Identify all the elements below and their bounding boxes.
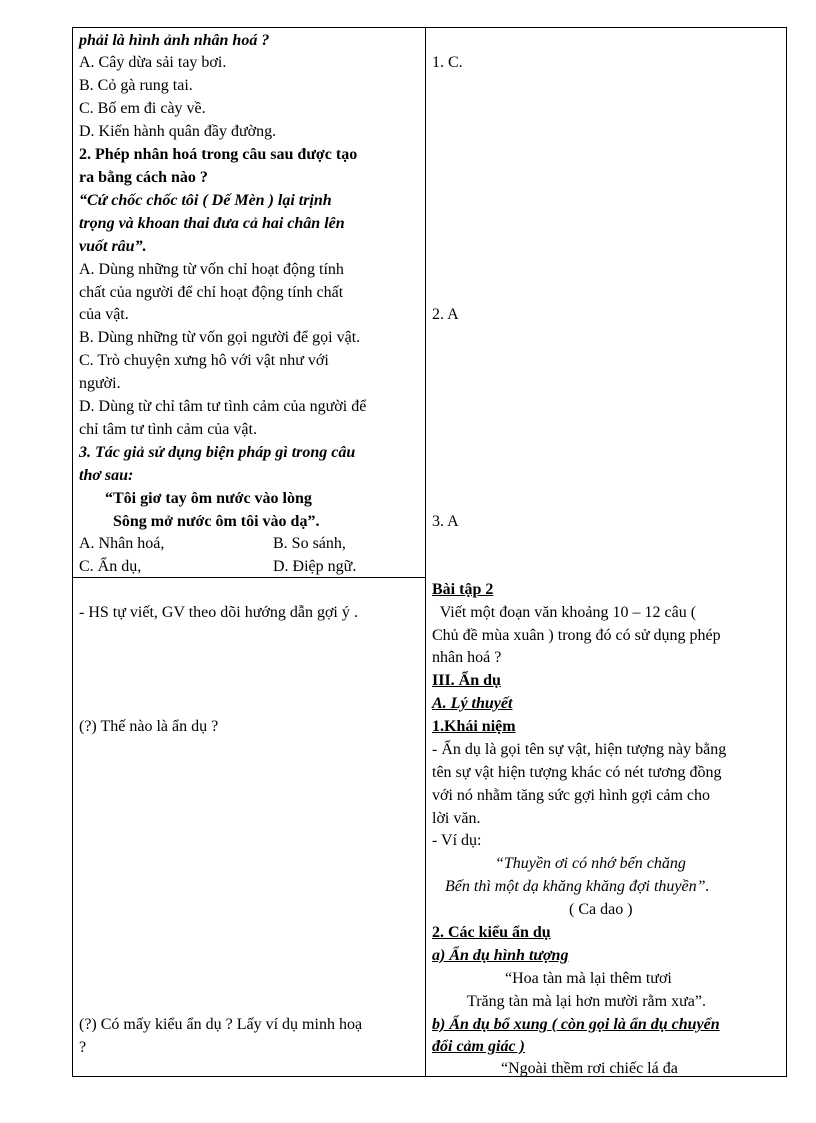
q3-poem-line: Sông mở nước ôm tôi vào dạ”. (113, 513, 320, 530)
q2-option-line: B. Dùng những từ vốn gọi người để gọi vật. (79, 329, 361, 346)
q3-option-a: A. Nhân hoá, (79, 535, 165, 552)
q2-option-line: của vật. (79, 306, 129, 323)
q2-quote-line: vuốt râu”. (79, 238, 147, 255)
question-types: (?) Có mấy kiểu ẩn dụ ? Lấy ví dụ minh hoạ (79, 1016, 363, 1033)
exercise-2-text: Chủ đề mùa xuân ) trong đó có sử dụng phép (432, 627, 721, 644)
types-heading: 2. Các kiểu ẩn dụ (432, 924, 551, 941)
q2-title-line: ra bằng cách nào ? (79, 169, 208, 186)
concept-text: với nó nhằm tăng sức gợi hình gợi cảm cho (432, 787, 711, 804)
section-3-heading: III. Ẩn dụ (432, 672, 501, 689)
concept-text: tên sự vật hiện tượng khác có nét tương đồng (432, 764, 722, 781)
concept-text: lời văn. (432, 810, 481, 827)
q3-option-c: C. Ẩn dụ, (79, 558, 142, 575)
q3-title-line: 3. Tác giả sử dụng biện pháp gì trong câu (79, 444, 356, 461)
concept-text: - Ví dụ: (432, 832, 482, 849)
q3-poem-line: “Tôi giơ tay ôm nước vào lòng (105, 490, 312, 507)
section-a-heading: A. Lý thuyết (432, 695, 513, 712)
q2-option-line: chỉ tâm tư tình cảm của vật. (79, 421, 257, 438)
column-divider (425, 28, 426, 1076)
q3-title-line: thơ sau: (79, 467, 134, 484)
hs-note: - HS tự viết, GV theo dõi hướng dẫn gợi ý . (79, 604, 358, 621)
q2-option-line: D. Dùng từ chỉ tâm tư tình cảm của người để (79, 398, 367, 415)
q2-option-line: chất của người để chỉ hoạt động tính chất (79, 284, 344, 301)
q2-option-line: C. Trò chuyện xưng hô với vật như với (79, 352, 329, 369)
lesson-table (72, 27, 787, 1077)
q2-option-line: người. (79, 375, 121, 392)
example-source: ( Ca dao ) (569, 901, 633, 918)
exercise-2-text: nhân hoá ? (432, 649, 502, 666)
concept-text: - Ẩn dụ là gọi tên sự vật, hiện tượng này bằng (432, 741, 727, 758)
example-poem-line: Bến thì một dạ khăng khăng đợi thuyền”. (445, 878, 710, 895)
q1-option-c: C. Bố em đi cày về. (79, 100, 206, 117)
q1-option-b: B. Cỏ gà rung tai. (79, 77, 193, 94)
question-types: ? (79, 1039, 87, 1056)
q2-title-line: 2. Phép nhân hoá trong câu sau được tạo (79, 146, 358, 163)
question-metaphor: (?) Thế nào là ẩn dụ ? (79, 718, 219, 735)
example-poem-line: “Thuyền ơi có nhớ bến chăng (495, 855, 686, 872)
q1-tail: phải là hình ảnh nhân hoá ? (79, 32, 270, 49)
q2-option-line: A. Dùng những từ vốn chỉ hoạt động tính (79, 261, 344, 278)
q1-option-a: A. Cây dừa sải tay bơi. (79, 54, 227, 71)
type-b-heading: đổi cảm giác ) (432, 1038, 525, 1055)
q2-quote-line: “Cứ chốc chốc tôi ( Dế Mèn ) lại trịnh (79, 192, 332, 209)
answer-3: 3. A (432, 513, 459, 530)
type-a-heading: a) Ẩn dụ hình tượng (432, 947, 569, 964)
type-b-heading: b) Ẩn dụ bổ xung ( còn gọi là ẩn dụ chuyển (432, 1016, 720, 1033)
q1-option-d: D. Kiến hành quân đầy đường. (79, 123, 277, 140)
answer-1: 1. C. (432, 54, 463, 71)
q3-option-b: B. So sánh, (273, 535, 346, 552)
type-b-poem-line: “Ngoài thềm rơi chiếc lá đa (501, 1060, 678, 1077)
answer-2: 2. A (432, 306, 459, 323)
type-a-poem-line: “Hoa tàn mà lại thêm tươi (505, 970, 672, 987)
concept-heading: 1.Khái niệm (432, 718, 516, 735)
q2-quote-line: trọng và khoan thai đưa cả hai chân lên (79, 215, 345, 232)
exercise-2-title: Bài tập 2 (432, 581, 494, 598)
q3-option-d: D. Điệp ngữ. (273, 558, 357, 575)
exercise-2-text: Viết một đoạn văn khoảng 10 – 12 câu ( (432, 604, 697, 621)
type-a-poem-line: Trăng tàn mà lại hơn mười rằm xưa”. (467, 993, 706, 1010)
